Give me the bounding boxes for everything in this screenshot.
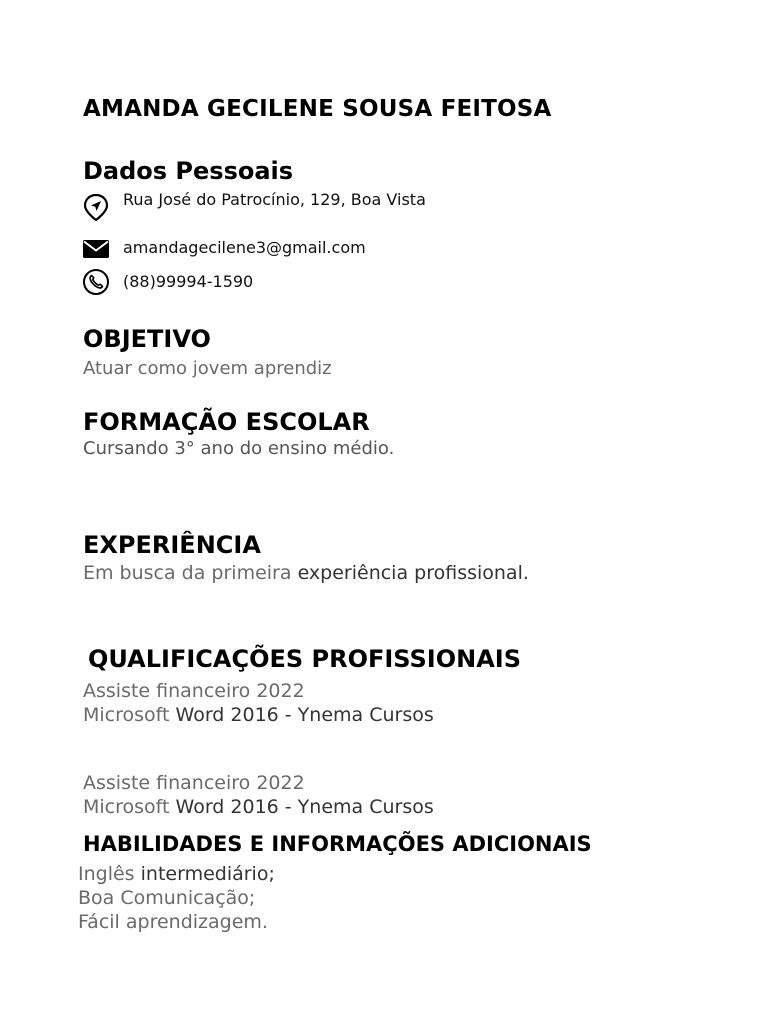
qualifications-heading: QUALIFICAÇÕES PROFISSIONAIS: [88, 645, 522, 673]
experience-text-part-a: Em busca da primeira: [83, 562, 298, 584]
personal-data-heading: Dados Pessoais: [83, 157, 294, 185]
skill-item: Boa Comunicação;: [78, 887, 256, 909]
phone-text: (88)99994-1590: [123, 272, 254, 291]
qualification-line: [83, 704, 434, 726]
qualification-line-part-a: Microsoft: [83, 796, 176, 818]
qualification-line: Assiste financeiro 2022: [83, 772, 305, 794]
education-text: Cursando 3° ano do ensino médio.: [83, 438, 395, 459]
skills-heading: HABILIDADES E INFORMAÇÕES ADICIONAIS: [83, 832, 592, 856]
experience-text-part-b: experiência profissional.: [297, 562, 529, 584]
qualification-line-part-b: Word 2016 - Ynema Cursos: [175, 796, 434, 818]
phone-icon: [82, 268, 110, 296]
qualification-line-part-a: Microsoft: [83, 704, 176, 726]
skill-item-part-a: Inglês: [78, 863, 141, 885]
envelope-icon: [82, 235, 110, 263]
qualification-line: Assiste financeiro 2022: [83, 680, 305, 702]
skill-item-part-b: intermediário;: [140, 863, 275, 885]
candidate-name: AMANDA GECILENE SOUSA FEITOSA: [83, 96, 552, 122]
experience-heading: EXPERIÊNCIA: [83, 531, 261, 559]
email-text: amandagecilene3@gmail.com: [123, 238, 366, 257]
education-heading: FORMAÇÃO ESCOLAR: [83, 408, 370, 436]
skill-item: [78, 863, 275, 885]
address-text: Rua José do Patrocínio, 129, Boa Vista: [123, 190, 426, 209]
qualification-line-part-b: Word 2016 - Ynema Cursos: [175, 704, 434, 726]
objective-heading: OBJETIVO: [83, 325, 211, 353]
experience-text: [83, 562, 529, 584]
skill-item: Fácil aprendizagem.: [78, 911, 268, 933]
objective-text: Atuar como jovem aprendiz: [83, 358, 332, 379]
qualification-line: [83, 796, 434, 818]
location-pin-icon: [82, 193, 110, 221]
